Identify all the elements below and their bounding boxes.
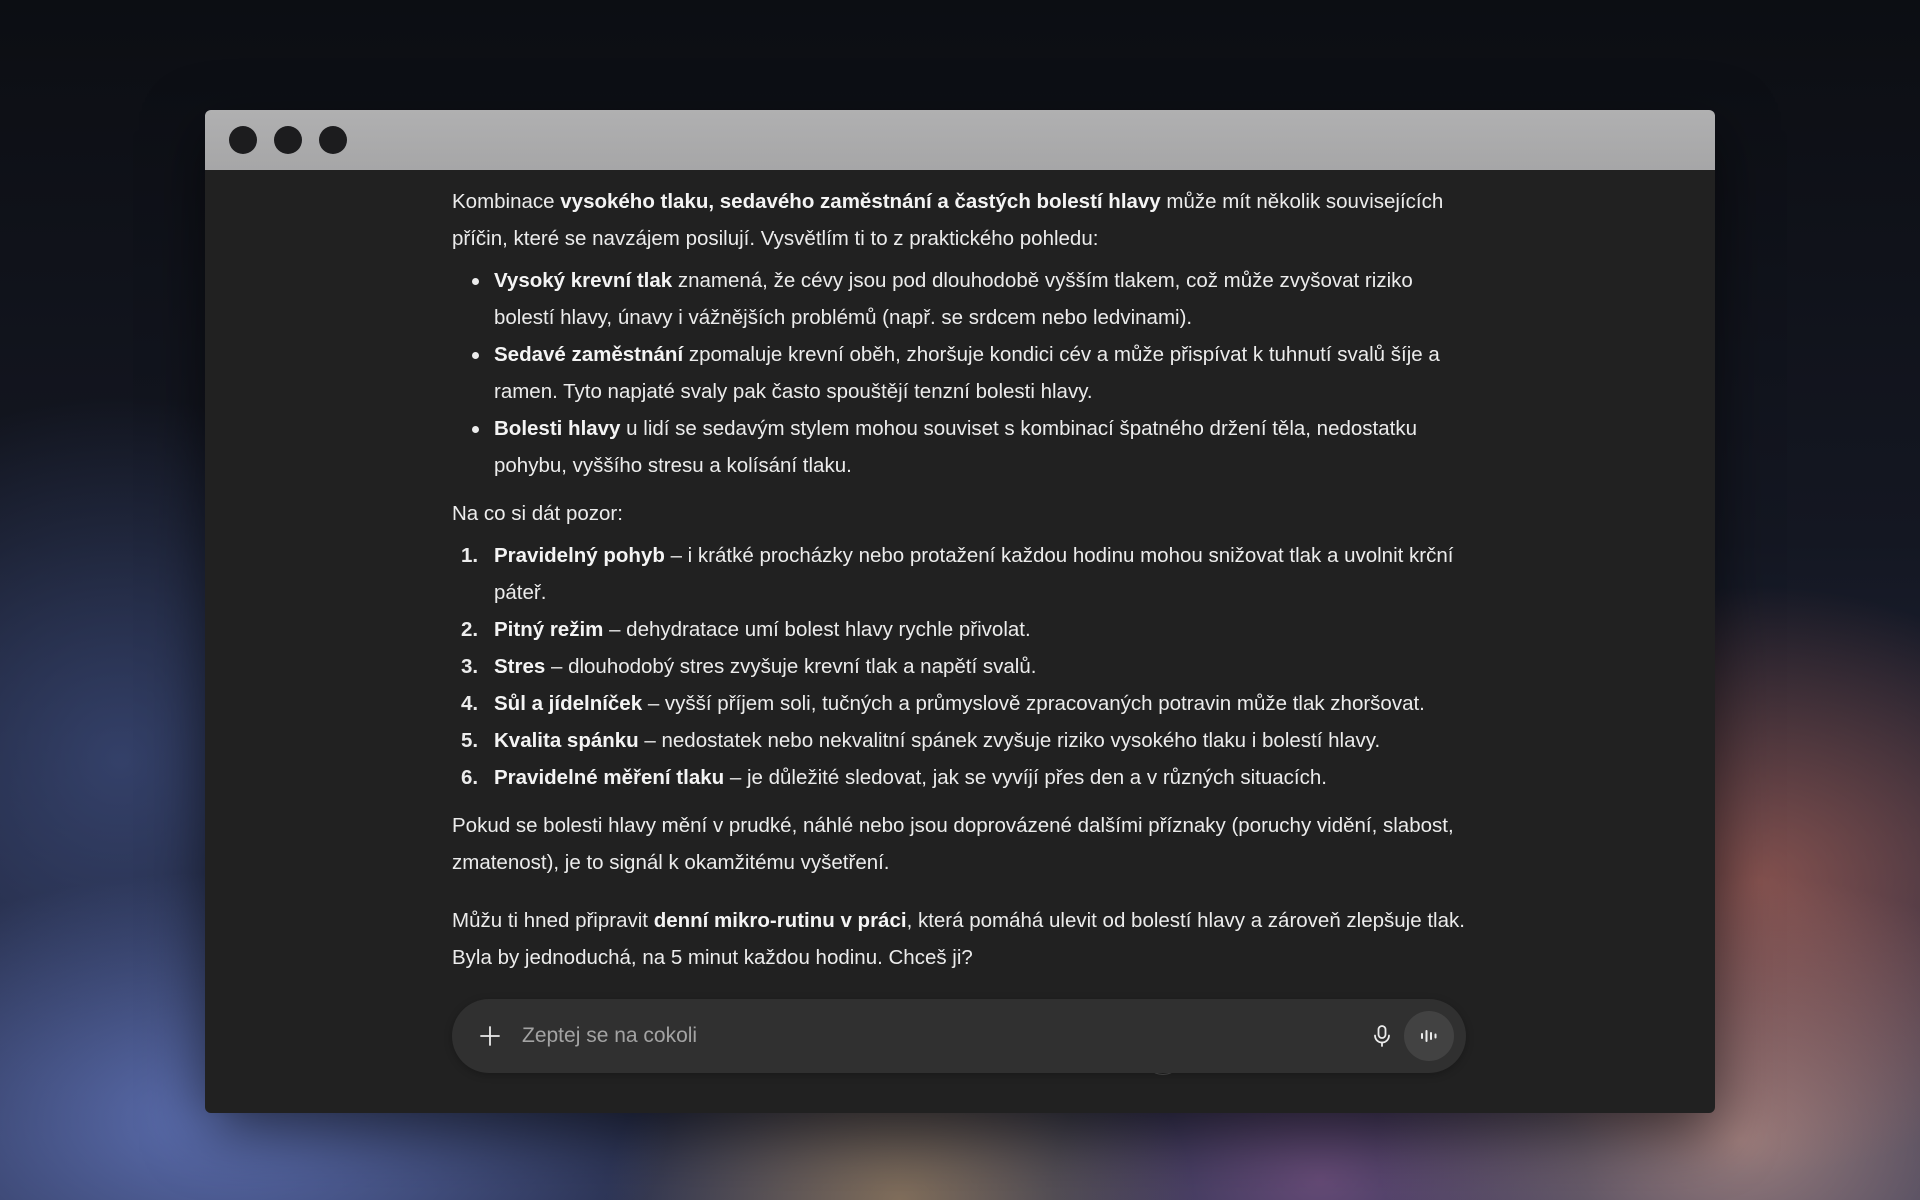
prompt-input[interactable] [522,1017,1342,1055]
message-composer [452,999,1466,1073]
window-titlebar [205,110,1715,170]
list-item [461,648,1472,685]
list-item [494,336,1472,410]
list-number: 5. [461,729,479,752]
intro-bold: vysokého tlaku, sedavého zaměstnání a častých bolestí hlavy [560,190,1161,213]
offer-bold: denní mikro-rutinu v práci [653,909,907,932]
dictate-button[interactable] [1362,1016,1402,1056]
list-item-title: Vysoký krevní tlak [494,269,673,292]
list-item-text: u lidí se sedavým stylem mohou souviset s kombinací špatného držení těla, nedostatku pohybu, vyššího stresu a kolísání tlaku. [494,417,1417,477]
browser-window [205,110,1715,1113]
list-item-text: – nedostatek nebo nekvalitní spánek zvyšuje riziko vysokého tlaku i bolestí hlavy. [638,729,1381,752]
list-item-text: – je důležité sledovat, jak se vyvíjí přes den a v různých situacích. [724,766,1327,789]
list-item-text: znamená, že cévy jsou pod dlouhodobě vyšším tlakem, což může zvyšovat riziko bolestí hlavy, únavy i vážnějších problémů (např. se srdcem nebo ledvinami). [494,269,1413,329]
tips-list [452,537,1472,796]
list-item [461,611,1472,648]
offer-paragraph [452,902,1472,976]
list-item-text: – dehydratace umí bolest hlavy rychle přivolat. [603,618,1031,641]
plus-icon [479,1025,501,1047]
list-item [494,262,1472,336]
voice-mode-button[interactable] [1404,1011,1454,1061]
list-item [461,685,1472,722]
window-close-button[interactable] [229,126,257,154]
list-item [461,759,1472,796]
window-minimize-button[interactable] [274,126,302,154]
list-item-title: Pravidelné měření tlaku [494,766,725,789]
list-item-title: Pravidelný pohyb [494,544,665,567]
list-item-title: Stres [494,655,546,678]
list-number: 1. [461,544,479,567]
list-item [461,722,1472,759]
list-number: 3. [461,655,479,678]
intro-text-end: může mít několik souvisejících příčin, které se navzájem posilují. Vysvětlím ti to z praktického pohledu: [452,190,1444,250]
assistant-message [452,170,1472,976]
list-item [494,410,1472,484]
list-item-title: Bolesti hlavy [494,417,621,440]
list-item-text: – dlouhodobý stres zvyšuje krevní tlak a napětí svalů. [545,655,1037,678]
microphone-icon [1371,1024,1393,1048]
intro-paragraph [452,183,1472,257]
list-number: 2. [461,618,479,641]
list-number: 6. [461,766,479,789]
intro-text: Kombinace [452,190,561,213]
list-item [461,537,1472,611]
offer-text: Můžu ti hned připravit [452,909,654,932]
list-item-text: zpomaluje krevní oběh, zhoršuje kondici cév a může přispívat k tuhnutí svalů šíje a ramen. Tyto napjaté svaly pak často spouštějí tenzní bolesti hlavy. [494,343,1440,403]
list-item-title: Sůl a jídelníček [494,692,643,715]
list-item-title: Kvalita spánku [494,729,639,752]
cause-list [452,262,1472,484]
list-number: 4. [461,692,479,715]
list-item-title: Pitný režim [494,618,604,641]
voice-mode-icon [1418,1025,1440,1047]
offer-text-end: , která pomáhá ulevit od bolestí hlavy a zároveň zlepšuje tlak. Byla by jednoduchá, na 5 minut každou hodinu. Chceš ji? [452,909,1465,969]
window-maximize-button[interactable] [319,126,347,154]
warning-paragraph: Pokud se bolesti hlavy mění v prudké, náhlé nebo jsou doprovázené dalšími příznaky (poruchy vidění, slabost, zmatenost), je to signál k okamžitému vyšetření. [452,814,1454,874]
list-item-title: Sedavé zaměstnání [494,343,684,366]
attach-button[interactable] [470,1016,510,1056]
pozor-heading: Na co si dát pozor: [452,502,623,525]
list-item-text: – vyšší příjem soli, tučných a průmyslově zpracovaných potravin může tlak zhoršovat. [642,692,1425,715]
list-item-text: – i krátké procházky nebo protažení každou hodinu mohou snižovat tlak a uvolnit krční páteř. [494,544,1454,604]
